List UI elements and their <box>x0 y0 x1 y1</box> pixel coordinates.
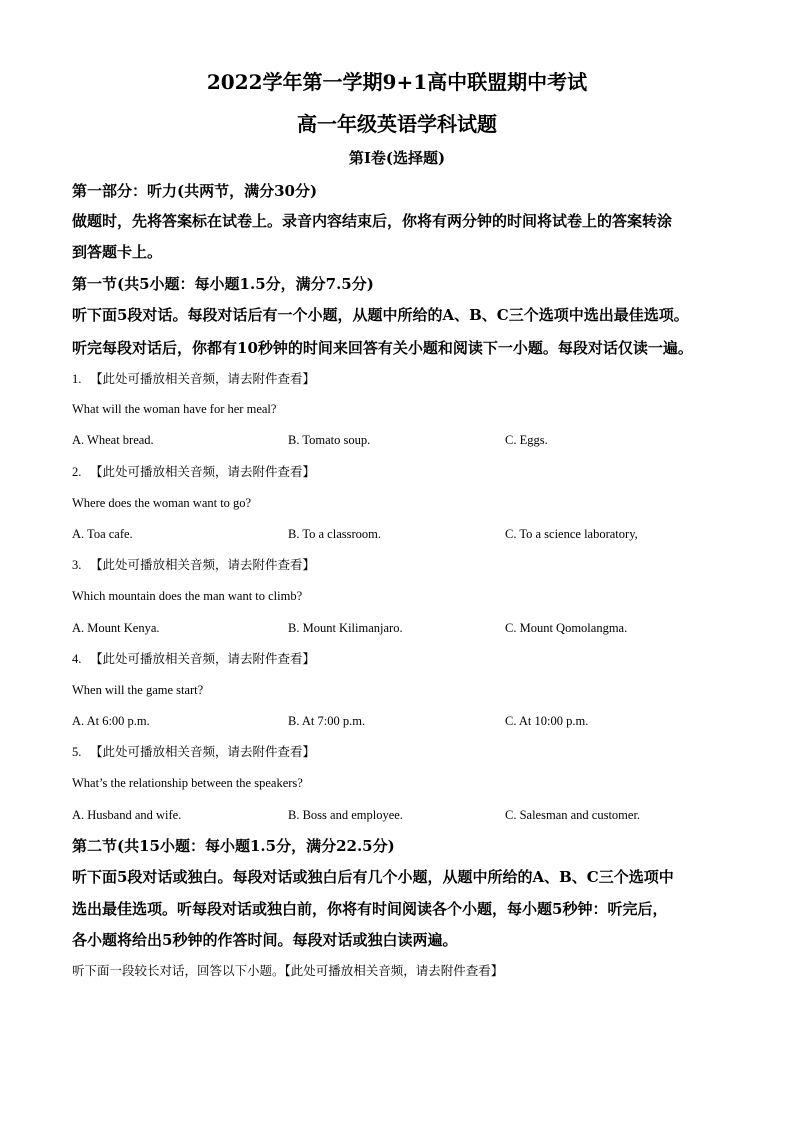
audio-placeholder[interactable]: 【此处可播放相关音频，请去附件查看】 <box>90 652 316 666</box>
question-4-audio <box>72 650 315 668</box>
audio-placeholder[interactable]: 【此处可播放相关音频，请去附件查看】 <box>90 465 316 479</box>
section1-instruction-line1: 听下面5段对话。每段对话后有一个小题，从题中所给的A、B、C三个选项中选出最佳选项。 <box>72 306 689 324</box>
audio-placeholder[interactable]: 【此处可播放相关音频，请去附件查看】 <box>90 745 316 759</box>
question-2-option-c: C. To a science laboratory, <box>505 527 638 541</box>
section1-instruction-line2: 听完每段对话后，你都有10秒钟的时间来回答有关小题和阅读下一小题。每段对话仅读一遍。 <box>72 339 693 357</box>
question-5-stem: What’s the relationship between the speakers? <box>72 776 303 790</box>
dialogue-audio-note[interactable]: 听下面一段较长对话，回答以下小题。【此处可播放相关音频，请去附件查看】 <box>72 963 504 978</box>
question-3-option-b: B. Mount Kilimanjaro. <box>288 621 403 635</box>
question-1-stem: What will the woman have for her meal? <box>72 402 277 416</box>
question-4-option-c: C. At 10:00 p.m. <box>505 714 589 728</box>
section2-instruction-line1: 听下面5段对话或独白。每段对话或独白后有几个小题，从题中所给的A、B、C三个选项中 <box>72 868 674 886</box>
exam-subtitle: 高一年级英语学科试题 <box>297 112 497 136</box>
part1-instruction-line1: 做题时，先将答案标在试卷上。录音内容结束后，你将有两分钟的时间将试卷上的答案转涂 <box>72 212 673 230</box>
question-4-stem: When will the game start? <box>72 683 204 697</box>
question-5-option-b: B. Boss and employee. <box>288 808 403 822</box>
question-4-option-a: A. At 6:00 p.m. <box>72 714 150 728</box>
question-5-option-c: C. Salesman and customer. <box>505 808 641 822</box>
section1-heading: 第一节(共5小题：每小题1.5分，满分7.5分) <box>72 275 374 293</box>
question-2-option-b: B. To a classroom. <box>288 527 381 541</box>
section2-heading: 第二节(共15小题：每小题1.5分，满分22.5分) <box>72 837 395 855</box>
question-5-option-a: A. Husband and wife. <box>72 808 182 822</box>
volume-label: 第Ⅰ卷(选择题) <box>348 149 446 167</box>
question-number: 2. <box>72 465 82 479</box>
section2-instruction-line3: 各小题将给出5秒钟的作答时间。每段对话或独白读两遍。 <box>72 931 458 949</box>
section2-instruction-line2: 选出最佳选项。听每段对话或独白前，你将有时间阅读各个小题，每小题5秒钟：听完后， <box>72 900 668 918</box>
question-number: 4. <box>72 652 82 666</box>
question-3-stem: Which mountain does the man want to climb? <box>72 589 303 603</box>
question-2-option-a: A. Toa cafe. <box>72 527 133 541</box>
question-5-audio <box>72 743 315 761</box>
question-2-stem: Where does the woman want to go? <box>72 496 252 510</box>
question-number: 5. <box>72 745 82 759</box>
question-2-audio <box>72 463 315 481</box>
question-3-option-a: A. Mount Kenya. <box>72 621 160 635</box>
question-1-audio <box>72 370 315 388</box>
question-1-option-b: B. Tomato soup. <box>288 433 371 447</box>
exam-title: 2022学年第一学期9+1高中联盟期中考试 <box>206 70 588 94</box>
question-number: 3. <box>72 558 82 572</box>
part1-heading: 第一部分：听力(共两节，满分30分) <box>72 182 318 200</box>
question-3-audio <box>72 556 315 574</box>
question-1-option-a: A. Wheat bread. <box>72 433 154 447</box>
question-1-option-c: C. Eggs. <box>505 433 548 447</box>
question-4-option-b: B. At 7:00 p.m. <box>288 714 366 728</box>
part1-instruction-line2: 到答题卡上。 <box>72 243 163 261</box>
audio-placeholder[interactable]: 【此处可播放相关音频，请去附件查看】 <box>90 558 316 572</box>
question-3-option-c: C. Mount Qomolangma. <box>505 621 628 635</box>
audio-placeholder[interactable]: 【此处可播放相关音频，请去附件查看】 <box>90 372 316 386</box>
question-number: 1. <box>72 372 82 386</box>
